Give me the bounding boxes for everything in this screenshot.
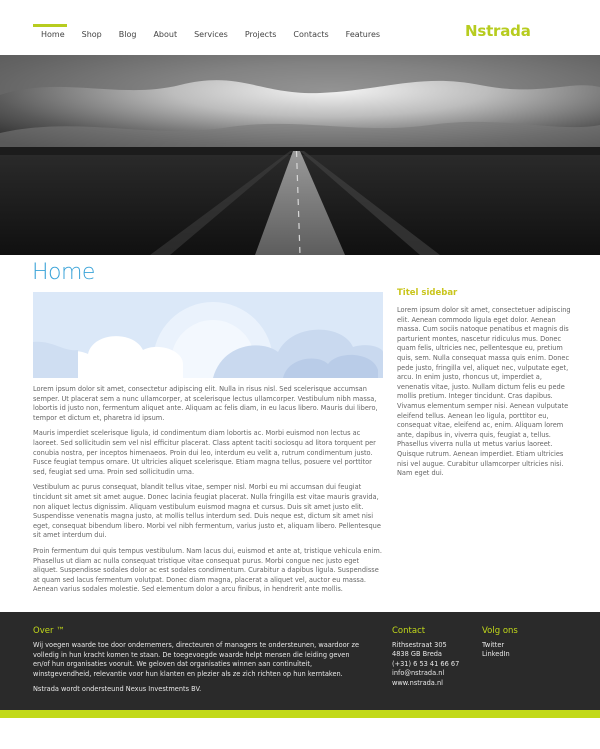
paragraph: Vestibulum ac purus consequat, blandit tellus vitae, semper nisl. Morbi eu mi accumsan dui feugiat tincidunt sit amet sit amet augue. Donec lacinia feugiat placerat. Nulla fringilla est vitae mauris gravida, non aliquet lectus dignissim. Aliquam vestibulum euismod magna et cursus. Duis sit amet justo elit. Suspendisse venenatis magna justo, at mollis tellus interdum sed. Duis neque est, dictum sit amet nisi eget, consequat bibendum libero. Morbi vel nibh fermentum, varius justo et, aliquam libero. Pellentesque sit amet interdum dui. bbox=[33, 483, 381, 540]
road-landscape-image bbox=[0, 55, 600, 255]
nav-home[interactable]: Home bbox=[33, 24, 74, 44]
site-footer bbox=[0, 612, 600, 710]
footer-follow-list bbox=[482, 641, 510, 660]
footer-about-text: Wij voegen waarde toe door ondernemers, directeuren of managers te ondersteunen, waardoor ze volledig in hun kracht komen te staan. De toegevoegde waarde helpt mensen die leiding geven en/of hun organisaties vooruit. We geloven dat organisaties winnen aan continuïteit, winstgevendheid, relevantie voor hun klanten en plezier als ze zich richten op hun kerntaken. bbox=[33, 641, 360, 678]
footer-about-title: Over ™ bbox=[33, 626, 65, 636]
sidebar-title: Titel sidebar bbox=[397, 288, 458, 298]
footer-follow-title: Volg ons bbox=[482, 626, 518, 636]
site-logo[interactable]: Nstrada bbox=[465, 22, 531, 40]
clouds-illustration bbox=[33, 292, 383, 378]
linkedin-link[interactable]: LinkedIn bbox=[482, 650, 510, 659]
contact-website[interactable]: www.nstrada.nl bbox=[392, 678, 443, 687]
paragraph: Mauris imperdiet scelerisque ligula, id condimentum diam lobortis ac. Morbi euismod non lectus ac laoreet. Sed sollicitudin sem vel nisl efficitur placerat. Class aptent taciti sociosqu ad litora torquent per conubia nostra, per inceptos himenaeos. Proin dui leo, interdum eu velit a, rutrum condimentum justo. Fusce feugiat tempus ornare. Ut ultricies aliquet scelerisque. Etiam magna tellus, posuere vel porttitor sed, feugiat sed urna. Proin sed sollicitudin urna. bbox=[33, 429, 376, 476]
footer-contact-list bbox=[392, 641, 459, 688]
hero-road-image bbox=[0, 55, 600, 255]
main-nav bbox=[33, 24, 389, 44]
sidebar-text: Lorem ipsum dolor sit amet, consectetuer adipiscing elit. Aenean commodo ligula eget dolor. Aenean massa. Cum sociis natoque penatibus et magnis dis parturient montes, nascetur ridiculus mus. Donec quam felis, ultricies nec, pellentesque eu, pretium quis, sem. Nulla consequat massa quis enim. Donec pede justo, fringilla vel, aliquet nec, vulputate eget, arcu. In enim justo, rhoncus ut, imperdiet a, venenatis vitae, justo. Nullam dictum felis eu pede mollis pretium. Integer tincidunt. Cras dapibus. Vivamus elementum semper nisi. Aenean vulputate eleifend tellus. Aenean leo ligula, porttitor eu, consequat vitae, eleifend ac, enim. Aliquam lorem ante, dapibus in, viverra quis, feugiat a, tellus. Phasellus viverra nulla ut metus varius laoreet. Quisque rutrum. Aenean imperdiet. Etiam ultricies nisi vel augue. Curabitur ullamcorper ultricies nisi. Nam eget dui. bbox=[397, 306, 571, 478]
footer-contact-title: Contact bbox=[392, 626, 426, 636]
nav-about[interactable]: About bbox=[153, 30, 178, 39]
twitter-link[interactable]: Twitter bbox=[482, 641, 505, 649]
nav-shop[interactable]: Shop bbox=[81, 30, 102, 39]
nav-services[interactable]: Services bbox=[194, 30, 228, 39]
footer-bottom-space bbox=[0, 718, 600, 749]
footer-support-text: Nstrada wordt ondersteund Nexus Investments BV. bbox=[33, 685, 202, 693]
clouds-image bbox=[33, 292, 383, 378]
paragraph: Lorem ipsum dolor sit amet, consectetur adipiscing elit. Nulla in risus nisl. Sed scelerisque accumsan semper. Ut placerat sem a nunc ullamcorper, at scelerisque lectus ullamcorper. Vestibulum nibh massa, lobortis id justo non, fermentum aliquet ante. Aliquam ac felis diam, in eu lacus libero. Mauris dui libero, tempor et dictum et, pharetra id ipsum. bbox=[33, 385, 378, 422]
site-header bbox=[0, 0, 600, 55]
contact-address: Rithsestraat 305 bbox=[392, 641, 447, 649]
content-area bbox=[0, 255, 600, 612]
nav-blog[interactable]: Blog bbox=[118, 30, 137, 39]
footer-accent-bar bbox=[0, 710, 600, 718]
contact-email[interactable]: info@nstrada.nl bbox=[392, 669, 445, 678]
main-text bbox=[33, 385, 385, 601]
nav-features[interactable]: Features bbox=[345, 30, 381, 39]
paragraph: Proin fermentum dui quis tempus vestibulum. Nam lacus dui, euismod et ante at, tristique vehicula enim. Phasellus ut diam ac nulla consequat tristique vitae consequat purus. Morbi congue nec justo eget aliquet. Suspendisse sodales dolor ac est sodales condimentum. Curabitur a dapibus ligula. Suspendisse at quam sed lacus fermentum volutpat. Donec diam magna, placerat a aliquet vel, auctor eu massa. Aenean varius sodales molestie. Sed elementum dolor a arcu finibus, in hendrerit ante mollis. bbox=[33, 546, 382, 594]
contact-postcode: 4838 GB Breda bbox=[392, 650, 442, 659]
page-title: Home bbox=[32, 260, 95, 285]
nav-contacts[interactable]: Contacts bbox=[293, 30, 329, 39]
sidebar bbox=[397, 288, 573, 479]
nav-projects[interactable]: Projects bbox=[244, 30, 277, 39]
contact-phone[interactable]: (+31) 6 53 41 66 67 bbox=[392, 659, 460, 668]
